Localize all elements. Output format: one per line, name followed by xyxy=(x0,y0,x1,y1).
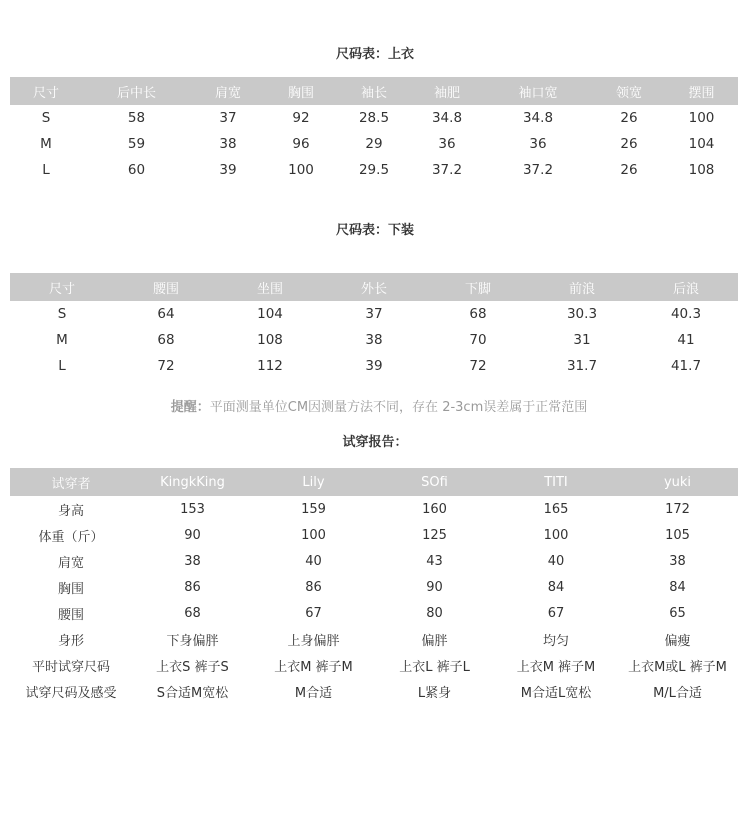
column-header: TITI xyxy=(495,468,617,496)
table-cell: M xyxy=(56,332,68,348)
table-cell: S xyxy=(57,306,67,322)
table-row xyxy=(10,626,738,652)
bottoms-size-table xyxy=(10,273,738,379)
column-header: 坐围 xyxy=(218,273,322,301)
table-cell: 40 xyxy=(305,553,322,569)
column-header: 袖口宽 xyxy=(483,77,593,105)
table-cell: 37.2 xyxy=(522,162,554,178)
table-cell: 体重（斤） xyxy=(38,529,104,545)
column-header: 后浪 xyxy=(634,273,738,301)
table-cell: 36 xyxy=(529,136,547,152)
table-cell: 125 xyxy=(422,527,447,543)
table-cell: 100 xyxy=(301,527,326,543)
table-cell: 104 xyxy=(257,306,283,322)
table-cell: 31.7 xyxy=(566,358,598,374)
table-row xyxy=(10,678,738,704)
table-cell: 86 xyxy=(184,579,201,595)
table-cell: L xyxy=(42,162,50,178)
table-cell: L紧身 xyxy=(417,685,452,701)
table-cell: 37 xyxy=(219,110,237,126)
table-cell: 86 xyxy=(305,579,322,595)
table-row xyxy=(10,548,738,574)
table-cell: M合适 xyxy=(294,685,333,701)
table-cell: 104 xyxy=(688,136,715,152)
table-cell: 34.8 xyxy=(522,110,554,126)
table-cell: 平时试穿尺码 xyxy=(31,659,110,675)
column-header: 前浪 xyxy=(530,273,634,301)
table-cell: 41.7 xyxy=(670,358,702,374)
table-cell: M xyxy=(40,136,52,152)
table-cell: 100 xyxy=(688,110,715,126)
table-cell: 38 xyxy=(669,553,686,569)
table-cell: 108 xyxy=(688,162,715,178)
table-cell: 34.8 xyxy=(431,110,463,126)
table-cell: 108 xyxy=(257,332,283,348)
table-header-row xyxy=(10,77,738,105)
table-cell: 92 xyxy=(292,110,310,126)
table-cell: 72 xyxy=(469,358,487,374)
table-cell: 偏瘦 xyxy=(664,633,691,649)
column-header: 下脚 xyxy=(426,273,530,301)
table-cell: 29.5 xyxy=(358,162,390,178)
column-header: 尺寸 xyxy=(10,77,82,105)
table-row xyxy=(10,353,738,379)
table-cell: 67 xyxy=(305,605,322,621)
table-cell: 29 xyxy=(365,136,383,152)
table-cell: 上衣L 裤子L xyxy=(399,659,470,675)
table-cell: 159 xyxy=(301,501,326,517)
column-header: 袖肥 xyxy=(411,77,483,105)
table-cell: 100 xyxy=(543,527,569,543)
table-cell: 26 xyxy=(620,162,638,178)
table-row xyxy=(10,522,738,548)
table-cell: 90 xyxy=(184,527,201,543)
column-header: 肩宽 xyxy=(191,77,265,105)
table-cell: S xyxy=(41,110,51,126)
table-cell: 68 xyxy=(157,332,175,348)
table-cell: 60 xyxy=(127,162,146,178)
table-cell: 上衣M或L 裤子M xyxy=(628,659,727,675)
table-cell: 153 xyxy=(180,501,205,517)
table-cell: 40 xyxy=(547,553,565,569)
table-cell: 26 xyxy=(620,136,638,152)
table-cell: 84 xyxy=(669,579,686,595)
table-cell: 67 xyxy=(547,605,565,621)
table-cell: 试穿尺码及感受 xyxy=(25,685,117,701)
note-prefix: 提醒： xyxy=(170,400,210,415)
table-row xyxy=(10,496,738,522)
table-cell: 均匀 xyxy=(542,633,569,649)
table-row xyxy=(10,131,738,157)
column-header: KingkKing xyxy=(132,468,253,496)
table-header-row xyxy=(10,273,738,301)
try-on-report-title: 试穿报告： xyxy=(342,435,408,450)
tops-size-chart-title: 尺码表：上衣 xyxy=(335,47,414,62)
table-row xyxy=(10,105,738,131)
table-cell: 70 xyxy=(469,332,487,348)
table-cell: 37.2 xyxy=(431,162,463,178)
measurement-note xyxy=(0,396,750,415)
table-cell: 37 xyxy=(365,306,383,322)
table-row xyxy=(10,574,738,600)
table-cell: 腰围 xyxy=(57,607,84,623)
table-cell: L xyxy=(58,358,66,374)
table-cell: 58 xyxy=(127,110,146,126)
table-cell: 30.3 xyxy=(566,306,598,322)
table-cell: 165 xyxy=(543,501,569,517)
table-cell: 28.5 xyxy=(358,110,390,126)
table-cell: 90 xyxy=(426,579,443,595)
table-cell: 68 xyxy=(469,306,487,322)
bottoms-size-chart-title: 尺码表：下装 xyxy=(335,223,414,238)
column-header: 尺寸 xyxy=(10,273,114,301)
column-header: 外长 xyxy=(322,273,426,301)
table-cell: 31 xyxy=(573,332,591,348)
column-header: 试穿者 xyxy=(10,468,132,496)
table-cell: 上衣M 裤子M xyxy=(274,659,353,675)
table-cell: 上身偏胖 xyxy=(287,633,340,649)
table-cell: M合适L宽松 xyxy=(520,685,592,701)
table-cell: 肩宽 xyxy=(57,555,84,571)
table-cell: S合适M宽松 xyxy=(156,685,229,701)
try-on-report-table xyxy=(10,468,738,704)
table-cell: 胸围 xyxy=(57,581,84,597)
table-cell: 72 xyxy=(157,358,175,374)
column-header: 摆围 xyxy=(665,77,738,105)
table-cell: 36 xyxy=(438,136,456,152)
column-header: 腰围 xyxy=(114,273,218,301)
table-cell: 39 xyxy=(219,162,237,178)
table-cell: 身高 xyxy=(57,503,84,519)
table-cell: 100 xyxy=(288,162,314,178)
table-cell: 112 xyxy=(257,358,283,374)
tops-size-table xyxy=(10,77,738,183)
table-cell: 96 xyxy=(292,136,310,152)
table-cell: M/L合适 xyxy=(653,685,702,701)
column-header: Lily xyxy=(253,468,374,496)
table-row xyxy=(10,301,738,327)
table-cell: 38 xyxy=(219,136,237,152)
table-cell: 身形 xyxy=(57,633,84,649)
table-cell: 偏胖 xyxy=(421,633,448,649)
table-cell: 43 xyxy=(426,553,443,569)
table-cell: 38 xyxy=(184,553,201,569)
table-cell: 84 xyxy=(547,579,565,595)
table-cell: 上衣M 裤子M xyxy=(516,659,596,675)
table-row xyxy=(10,652,738,678)
table-cell: 38 xyxy=(365,332,383,348)
table-cell: 64 xyxy=(157,306,175,322)
table-header-row xyxy=(10,468,738,496)
table-cell: 下身偏胖 xyxy=(166,633,219,649)
table-cell: 160 xyxy=(422,501,447,517)
column-header: 胸围 xyxy=(265,77,337,105)
table-row xyxy=(10,600,738,626)
table-cell: 59 xyxy=(127,136,146,152)
table-row xyxy=(10,157,738,183)
note-text: 平面测量单位CM因测量方法不同，存在 2-3cm误差属于正常范围 xyxy=(209,400,588,415)
table-cell: 40.3 xyxy=(670,306,702,322)
column-header: yuki xyxy=(617,468,738,496)
table-cell: 41 xyxy=(677,332,695,348)
column-header: SOfi xyxy=(374,468,495,496)
table-cell: 172 xyxy=(665,501,690,517)
table-cell: 上衣S 裤子S xyxy=(156,659,229,675)
column-header: 后中长 xyxy=(82,77,191,105)
table-cell: 26 xyxy=(620,110,638,126)
table-cell: 39 xyxy=(365,358,383,374)
column-header: 袖长 xyxy=(337,77,411,105)
table-cell: 80 xyxy=(426,605,443,621)
table-cell: 105 xyxy=(665,527,690,543)
table-cell: 68 xyxy=(184,605,201,621)
table-cell: 65 xyxy=(669,605,686,621)
table-row xyxy=(10,327,738,353)
column-header: 领宽 xyxy=(593,77,665,105)
